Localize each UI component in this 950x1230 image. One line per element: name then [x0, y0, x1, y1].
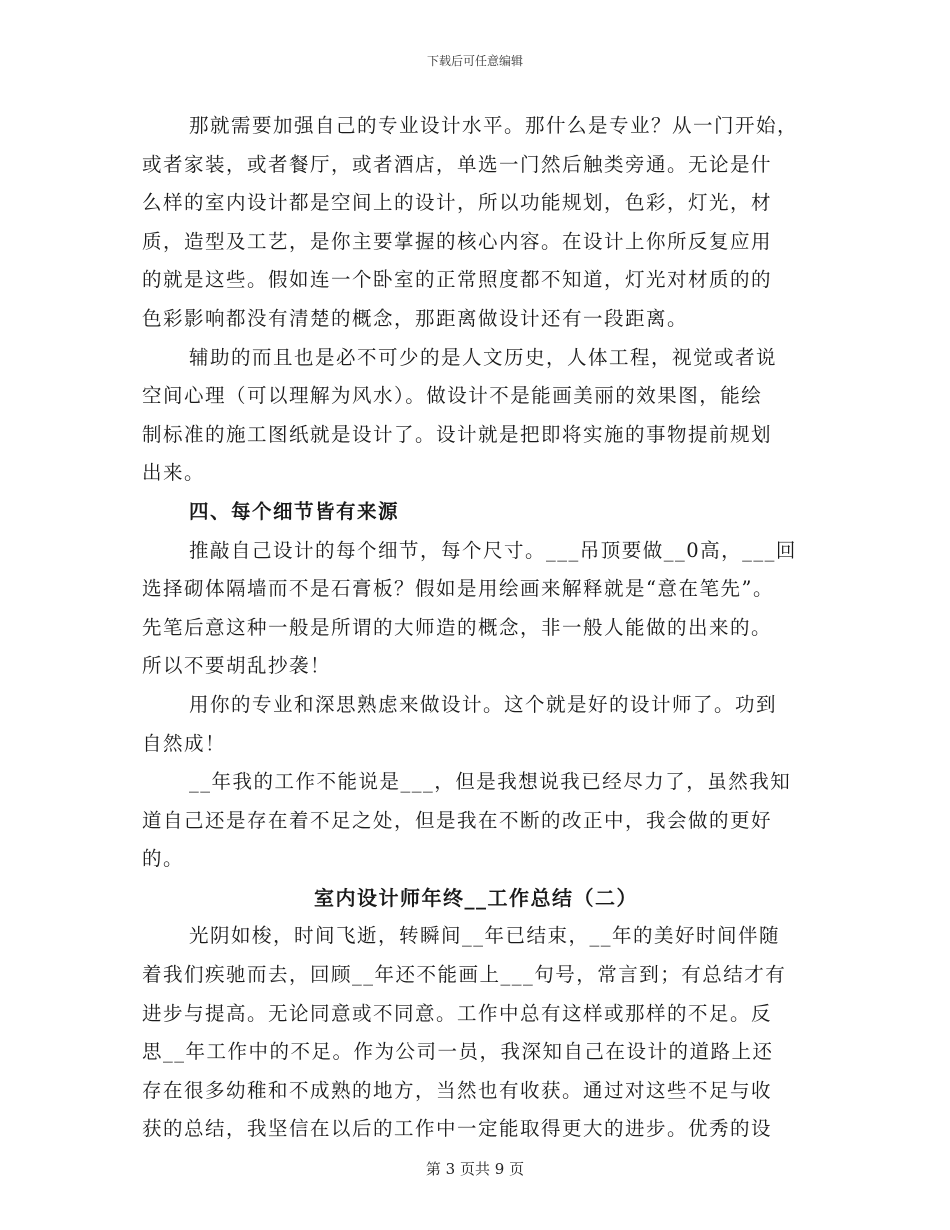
text-line: 所以不要胡乱抄袭！: [142, 654, 332, 678]
text-line: 制标准的施工图纸就是设计了。设计就是把即将实施的事物提前规划: [142, 422, 773, 446]
text-line: 色彩影响都没有清楚的概念，那距离做设计还有一段距离。: [142, 306, 689, 330]
text-line: 的。: [142, 847, 185, 871]
text-line: 出来。: [142, 461, 206, 485]
document-body: [142, 107, 810, 1149]
paragraph-year-review: [142, 763, 810, 879]
page-header: 下载后可任意编辑: [426, 54, 523, 68]
text-line: 辅助的而且也是必不可少的是人文历史，人体工程，视觉或者说: [189, 345, 778, 369]
paragraph-auxiliary-knowledge: [142, 339, 810, 493]
text-line: __年我的工作不能说是___，但是我想说我已经尽力了，虽然我知: [189, 770, 792, 794]
text-line: 质，造型及工艺，是你主要掌握的核心内容。在设计上你所反复应用: [142, 229, 773, 253]
text-line: 获的总结，我坚信在以后的工作中一定能取得更大的进步。优秀的设: [142, 1117, 773, 1141]
paragraph-professional-design: [142, 686, 810, 763]
text-line: 么样的室内设计都是空间上的设计，所以功能规划，色彩，灯光，材: [142, 191, 773, 215]
section-title: 室内设计师年终__工作总结（二）: [314, 885, 638, 910]
text-line: 空间心理（可以理解为风水）。做设计不是能画美丽的效果图，能绘: [142, 384, 763, 408]
text-line: 进步与提高。无论同意或不同意。工作中总有这样或那样的不足。反: [142, 1001, 773, 1025]
text-line: 推敲自己设计的每个细节，每个尺寸。___吊顶要做__0高，___回: [189, 538, 797, 562]
paragraph-details: [142, 532, 810, 686]
text-line: 或者家装，或者餐厅，或者酒店，单选一门然后触类旁通。无论是什: [142, 152, 773, 176]
text-line: 存在很多幼稚和不成熟的地方，当然也有收获。通过对这些不足与收: [142, 1078, 773, 1102]
paragraph-summary-intro: [142, 917, 810, 1149]
text-line: 先笔后意这种一般是所谓的大师造的概念，非一般人能做的出来的。: [142, 615, 773, 639]
text-line: 选择砌体隔墙而不是石膏板？假如是用绘画来解释就是“意在笔先”。: [142, 577, 774, 601]
text-line: 自然成！: [142, 731, 227, 755]
text-line: 思__年工作中的不足。作为公司一员，我深知自己在设计的道路上还: [142, 1040, 774, 1064]
text-line: 的就是这些。假如连一个卧室的正常照度都不知道，灯光对材质的的: [142, 268, 773, 292]
text-line: 道自己还是存在着不足之处，但是我在不断的改正中，我会做的更好: [142, 808, 773, 832]
text-line: 着我们疾驰而去，回顾__年还不能画上___句号，常言到；有总结才有: [142, 963, 787, 987]
text-line: 光阴如梭，时间飞逝，转瞬间__年已结束，__年的美好时间伴随: [189, 924, 781, 948]
section-heading-4: 四、每个细节皆有来源: [189, 499, 400, 523]
page-number: 第 3 页共 9 页: [425, 1160, 525, 1178]
paragraph-professional-skills: [142, 107, 810, 339]
text-line: 用你的专业和深思熟虑来做设计。这个就是好的设计师了。功到: [189, 692, 778, 716]
text-line: 那就需要加强自己的专业设计水平。那什么是专业？从一门开始，: [189, 114, 799, 137]
